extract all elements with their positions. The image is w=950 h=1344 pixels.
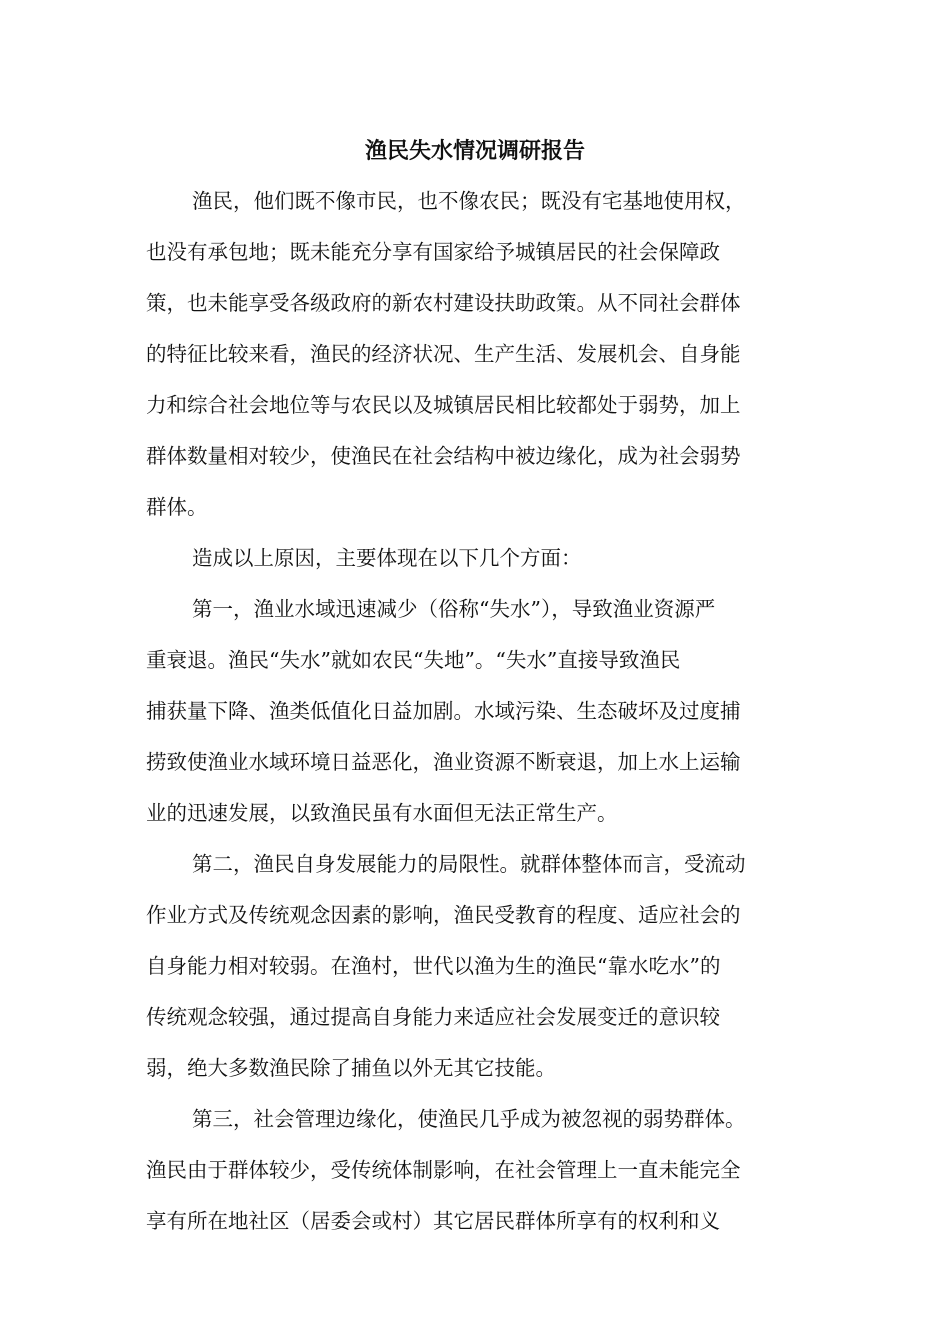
text-line: 渔民由于群体较少，受传统体制影响，在社会管理上一直未能完全 [146, 1158, 741, 1182]
document-title: 渔民失水情况调研报告 [364, 139, 585, 164]
paragraph-second [146, 839, 806, 1094]
text-line: 也没有承包地；既未能充分享有国家给予城镇居民的社会保障政 [146, 240, 720, 264]
text-line: 自身能力相对较弱。在渔村，世代以渔为生的渔民“靠水吃水”的 [146, 954, 721, 978]
text-line: 弱，绝大多数渔民除了捕鱼以外无其它技能。 [146, 1056, 556, 1080]
text-line: 重衰退。渔民“失水”就如农民“失地”。“失水”直接导致渔民 [146, 648, 681, 672]
text-line: 力和综合社会地位等与农民以及城镇居民相比较都处于弱势，加上 [146, 393, 741, 417]
text-line: 渔民，他们既不像市民，也不像农民；既没有宅基地使用权， [192, 189, 746, 213]
text-line: 群体。 [146, 495, 208, 519]
text-line: 的特征比较来看，渔民的经济状况、生产生活、发展机会、自身能 [146, 342, 741, 366]
text-line: 第三，社会管理边缘化，使渔民几乎成为被忽视的弱势群体。 [192, 1107, 746, 1131]
text-line: 策，也未能享受各级政府的新农村建设扶助政策。从不同社会群体 [146, 291, 741, 315]
text-line: 第二，渔民自身发展能力的局限性。就群体整体而言，受流动 [192, 852, 746, 876]
paragraph-first [146, 584, 806, 839]
paragraph-third [146, 1094, 806, 1247]
paragraph-causes [146, 533, 806, 584]
text-line: 传统观念较强，通过提高自身能力来适应社会发展变迁的意识较 [146, 1005, 720, 1029]
text-line: 捕获量下降、渔类低值化日益加剧。水域污染、生态破坏及过度捕 [146, 699, 741, 723]
text-line: 群体数量相对较少，使渔民在社会结构中被边缘化，成为社会弱势 [146, 444, 741, 468]
paragraph-intro [146, 176, 806, 533]
text-line: 捞致使渔业水域环境日益恶化，渔业资源不断衰退，加上水上运输 [146, 750, 741, 774]
text-line: 第一，渔业水域迅速减少（俗称“失水”），导致渔业资源严 [192, 597, 716, 621]
text-line: 作业方式及传统观念因素的影响，渔民受教育的程度、适应社会的 [146, 903, 741, 927]
text-line: 业的迅速发展，以致渔民虽有水面但无法正常生产。 [146, 801, 618, 825]
document-body [146, 176, 806, 1247]
text-line: 享有所在地社区（居委会或村）其它居民群体所享有的权利和义 [146, 1209, 720, 1233]
text-line: 造成以上原因，主要体现在以下几个方面： [192, 546, 582, 570]
